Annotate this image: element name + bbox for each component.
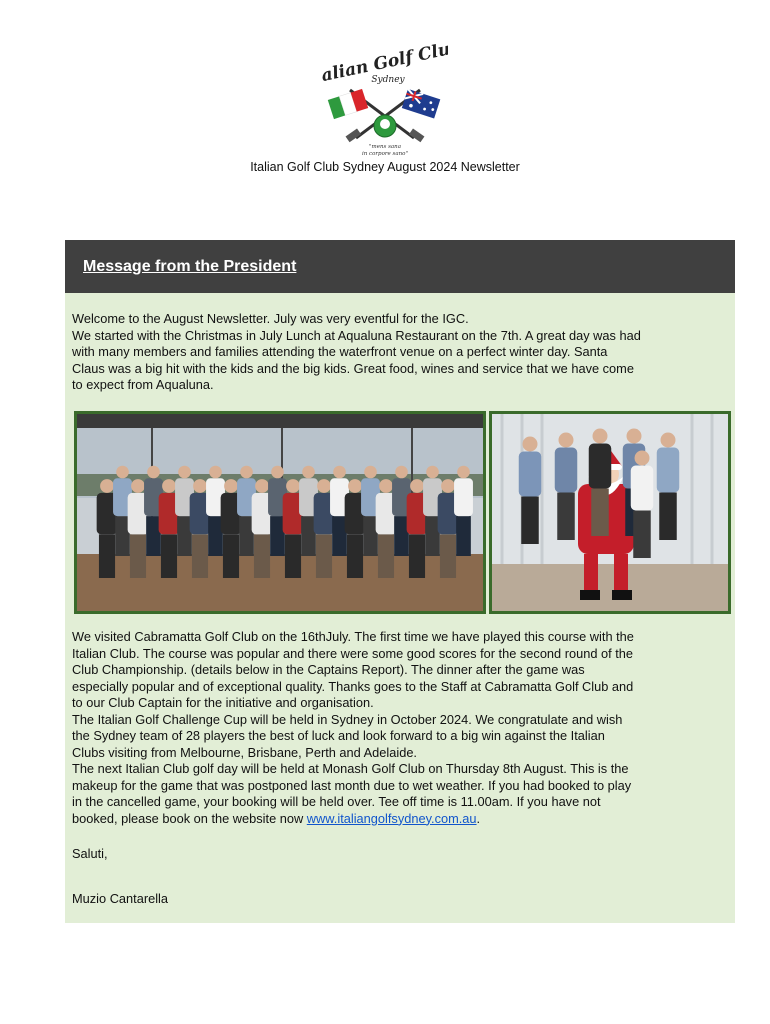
text-line: the Sydney team of 28 players the best of luck and look forward to a big win against the Italian bbox=[72, 728, 605, 743]
section-header-bar bbox=[65, 240, 735, 293]
italian-flag-icon bbox=[328, 89, 368, 119]
website-link[interactable]: www.italiangolfsydney.com.au bbox=[306, 810, 477, 826]
santa-photo bbox=[489, 411, 731, 614]
person-silhouette bbox=[519, 437, 542, 545]
person-silhouette bbox=[454, 466, 473, 556]
text-line: Claus was a big hit with the kids and the big kids. Great food, wines and service that we have come bbox=[72, 360, 634, 376]
australian-flag-icon bbox=[402, 89, 441, 119]
text-line: makeup for the game that was postponed last month due to wet weather. If you had booked to play bbox=[72, 777, 632, 793]
text-line: Clubs visiting from Melbourne, Brisbane, Perth and Adelaide. bbox=[72, 744, 417, 760]
person-silhouette bbox=[555, 433, 578, 541]
link-suffix-text: . bbox=[476, 810, 481, 826]
section-heading: Message from the President bbox=[83, 258, 297, 275]
club-logo bbox=[322, 38, 448, 160]
signoff-text: Saluti, bbox=[72, 846, 108, 861]
newsletter-title: Italian Golf Club Sydney August 2024 Newsletter bbox=[250, 160, 520, 174]
logo-motto-line1: "mens sana bbox=[368, 144, 402, 150]
logo-motto-line2: in corpore sano" bbox=[361, 151, 409, 157]
text-line: with many members and families attending the waterfront venue on a perfect winter day. Santa bbox=[72, 344, 608, 359]
logo-city-text: Sydney bbox=[371, 75, 405, 85]
text-line-with-link bbox=[72, 811, 734, 828]
text-line: We visited Cabramatta Golf Club on the 16thJuly. The first time we have played this course with the bbox=[72, 629, 634, 644]
text-line: to expect from Aqualuna. bbox=[72, 377, 214, 392]
text-line: Italian Club. The course was popular and there were some good scores for the second round of the bbox=[72, 645, 634, 661]
text-line: especially popular and of exceptional quality. Thanks goes to the Staff at Cabramatta Golf Club and bbox=[72, 678, 634, 694]
text-line: to our Club Captain for the initiative and organisation. bbox=[72, 695, 374, 710]
text-line: in the cancelled game, your booking will be held over. Tee off time is 11.00am. If you have not bbox=[72, 794, 601, 809]
text-line: Club Championship. (details below in the Captains Report). The dinner after the game was bbox=[72, 662, 585, 677]
text-line: The next Italian Club golf day will be held at Monash Golf Club on Thursday 8th August. This is the bbox=[72, 761, 629, 776]
group-photo bbox=[74, 411, 486, 614]
president-message-section bbox=[65, 240, 735, 923]
golf-ball-icon bbox=[380, 119, 390, 129]
text-line: The Italian Golf Challenge Cup will be held in Sydney in October 2024. We congratulate and wish bbox=[72, 711, 623, 727]
logo-name-text: Italian Golf Club bbox=[322, 38, 448, 90]
intro-paragraph bbox=[72, 311, 734, 394]
events-paragraph bbox=[72, 629, 734, 827]
link-prefix-text: booked, please book on the website now bbox=[72, 810, 307, 826]
text-line: We started with the Christmas in July Lunch at Aqualuna Restaurant on the 7th. A great day was had bbox=[72, 327, 641, 343]
person-silhouette bbox=[657, 433, 680, 541]
person-silhouette bbox=[631, 451, 654, 559]
text-line: Welcome to the August Newsletter. July was very eventful for the IGC. bbox=[72, 311, 469, 326]
signature-name: Muzio Cantarella bbox=[72, 891, 169, 906]
person-silhouette bbox=[589, 429, 612, 537]
